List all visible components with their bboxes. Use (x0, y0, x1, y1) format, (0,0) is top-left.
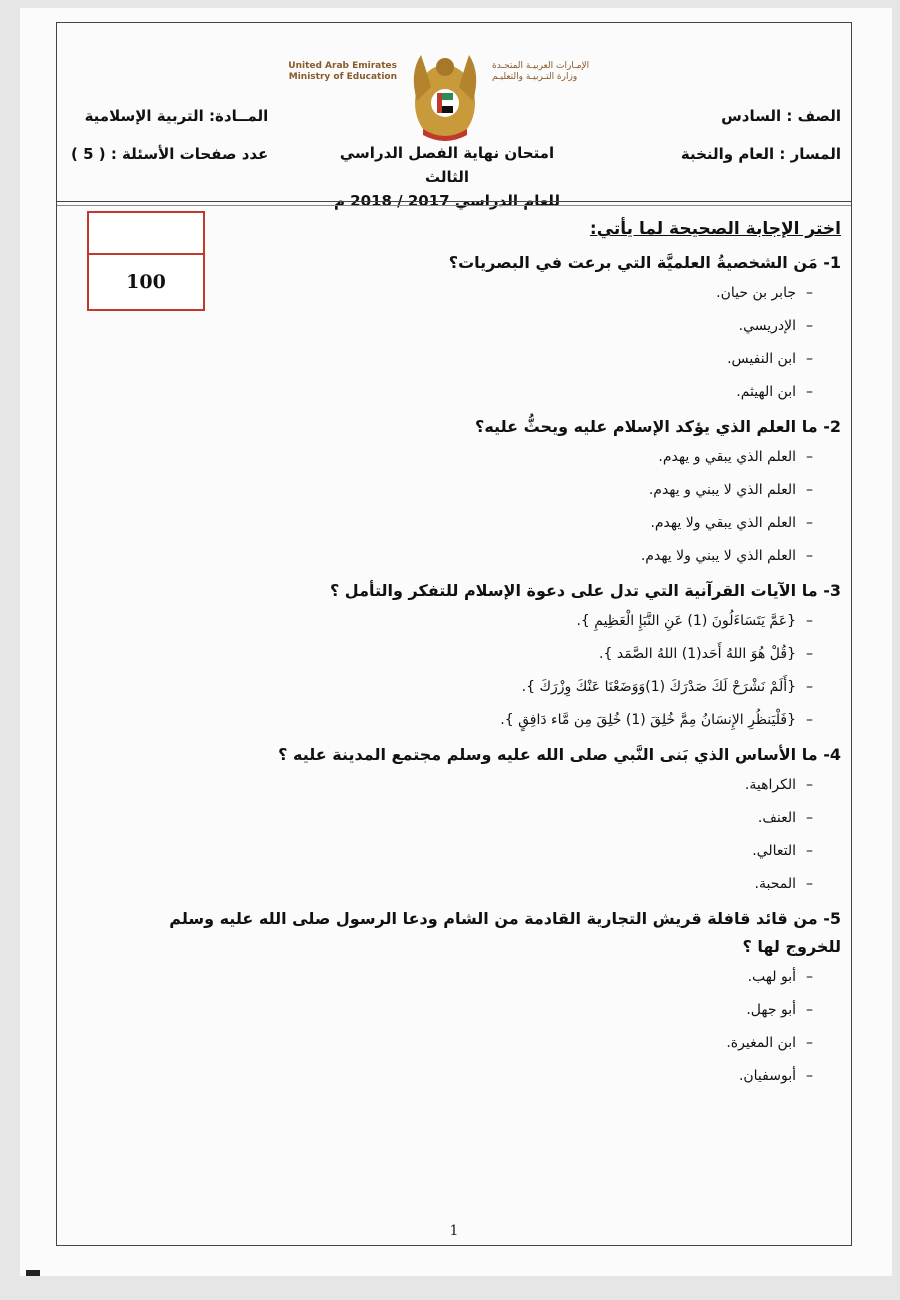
option[interactable]: –العلم الذي لا يبني و يهدم. (648, 482, 813, 498)
option-text: {أَلَمْ نَشْرَحْ لَكَ صَدْرَكَ (1)وَوَضَعْنَا عَنْكَ وِزْرَكَ }. (521, 679, 796, 695)
option-text: جابر بن حيان. (716, 285, 796, 301)
option[interactable]: –العلم الذي لا يبني ولا يهدم. (640, 548, 813, 564)
option-text: أبو لهب. (747, 969, 796, 985)
option-text: الكراهية. (744, 777, 796, 793)
total-score: 100 (126, 271, 166, 293)
question-text: 2- ما العلم الذي يؤكد الإسلام عليه ويحثُّ عليه؟ (475, 417, 841, 436)
option-text: ابن المغيرة. (726, 1035, 796, 1051)
pages-count-label: عدد صفحات الأسئلة : ( 5 ) (71, 145, 269, 163)
question-text: 5- من قائد قافلة قريش التجارية القادمة من الشام ودعا الرسول صلى الله عليه وسلم للخروج لها ؟ (169, 909, 841, 956)
ministry-arabic (492, 61, 632, 83)
option-text: ابن النفيس. (727, 351, 796, 367)
page-number: 1 (449, 1223, 459, 1239)
option-text: أبوسفيان. (738, 1068, 796, 1084)
option-text: التعالي. (752, 843, 796, 859)
option[interactable]: –أبوسفيان. (738, 1068, 813, 1084)
option-text: العلم الذي يبقي ولا يهدم. (650, 515, 796, 531)
question-text: 1- مَن الشخصيةُ العلميَّة التي برعت في البصريات؟ (448, 253, 841, 272)
option[interactable]: –ابن النفيس. (727, 351, 813, 367)
option[interactable]: –ابن الهيثم. (736, 384, 813, 400)
option-text: العلم الذي يبقي و يهدم. (658, 449, 796, 465)
option[interactable]: –ابن المغيرة. (726, 1035, 813, 1051)
header-divider (57, 201, 851, 202)
option[interactable]: –{فَلْيَنظُرِ الإِنسَانُ مِمَّ خُلِقَ (1) خُلِقَ مِن مَّاء دَافِقٍ }. (500, 712, 813, 728)
page-frame (56, 22, 852, 1246)
ministry-english (267, 61, 397, 83)
grade-label: الصف : السادس (721, 107, 841, 125)
option-text: أبو جهل. (746, 1002, 796, 1018)
option[interactable]: –{قُلْ هُوَ اللهُ أَحَد(1) اللهُ الصَّمَد }. (599, 646, 813, 662)
question-1 (161, 249, 841, 409)
option-text: العلم الذي لا يبني ولا يهدم. (640, 548, 796, 564)
option[interactable]: –أبو جهل. (746, 1002, 813, 1018)
subject-label: المــادة: التربية الإسلامية (84, 107, 269, 125)
instruction-heading: اختر الإجابة الصحيحة لما يأتي: (589, 219, 841, 239)
ministry-ar-line2: وزارة التـربيـة والتعليـم (492, 72, 578, 82)
option[interactable]: –العلم الذي يبقي و يهدم. (658, 449, 813, 465)
scan-corner-mark (26, 1270, 40, 1276)
option[interactable]: –{عَمَّ يَتَسَاءَلُونَ (1) عَنِ النَّبَإِ الْعَظِيمِ }. (576, 613, 813, 629)
question-2 (161, 413, 841, 573)
option-text: {عَمَّ يَتَسَاءَلُونَ (1) عَنِ النَّبَإِ الْعَظِيمِ }. (576, 613, 796, 629)
exam-title (327, 141, 567, 213)
ministry-en-line1: United Arab Emirates (288, 61, 397, 71)
ministry-en-line2: Ministry of Education (288, 72, 397, 82)
option-text: {فَلْيَنظُرِ الإِنسَانُ مِمَّ خُلِقَ (1) خُلِقَ مِن مَّاء دَافِقٍ }. (500, 712, 796, 728)
grade-track-block (681, 107, 841, 183)
header-divider-secondary (57, 205, 851, 206)
question-text: 4- ما الأساس الذي بَنى النَّبي صلى الله عليه وسلم مجتمع المدينة عليه ؟ (278, 745, 841, 764)
option[interactable]: –جابر بن حيان. (716, 285, 813, 301)
exam-title-line2: للعام الدراسي 2017 / 2018 م (333, 192, 561, 210)
exam-page (20, 8, 892, 1276)
question-3 (161, 577, 841, 737)
track-label: المسار : العام والنخبة (680, 145, 841, 163)
option[interactable]: –الإدريسي. (738, 318, 813, 334)
option[interactable]: –أبو لهب. (747, 969, 813, 985)
question-4 (161, 741, 841, 901)
question-text: 3- ما الآيات القرآنية التي تدل على دعوة الإسلام للتفكر والتأمل ؟ (329, 581, 841, 600)
option[interactable]: –التعالي. (752, 843, 813, 859)
question-5 (161, 905, 841, 1093)
uae-emblem-icon (407, 43, 483, 147)
questions-section (161, 219, 841, 1097)
option-text: المحبة. (754, 876, 796, 892)
option[interactable]: –العلم الذي يبقي ولا يهدم. (650, 515, 813, 531)
exam-title-line1: امتحان نهاية الفصل الدراسي الثالث (339, 144, 555, 186)
option[interactable]: –{أَلَمْ نَشْرَحْ لَكَ صَدْرَكَ (1)وَوَضَعْنَا عَنْكَ وِزْرَكَ }. (521, 679, 813, 695)
option[interactable]: –الكراهية. (744, 777, 813, 793)
subject-pages-block (71, 107, 268, 183)
option-text: ابن الهيثم. (736, 384, 796, 400)
option-text: العنف. (757, 810, 796, 826)
ministry-ar-line1: الإمـارات العربيـة المتحـدة (492, 61, 590, 71)
option-text: الإدريسي. (738, 318, 796, 334)
option[interactable]: –العنف. (757, 810, 813, 826)
option-text: العلم الذي لا يبني و يهدم. (648, 482, 796, 498)
option[interactable]: –المحبة. (754, 876, 813, 892)
option-text: {قُلْ هُوَ اللهُ أَحَد(1) اللهُ الصَّمَد }. (599, 646, 796, 662)
